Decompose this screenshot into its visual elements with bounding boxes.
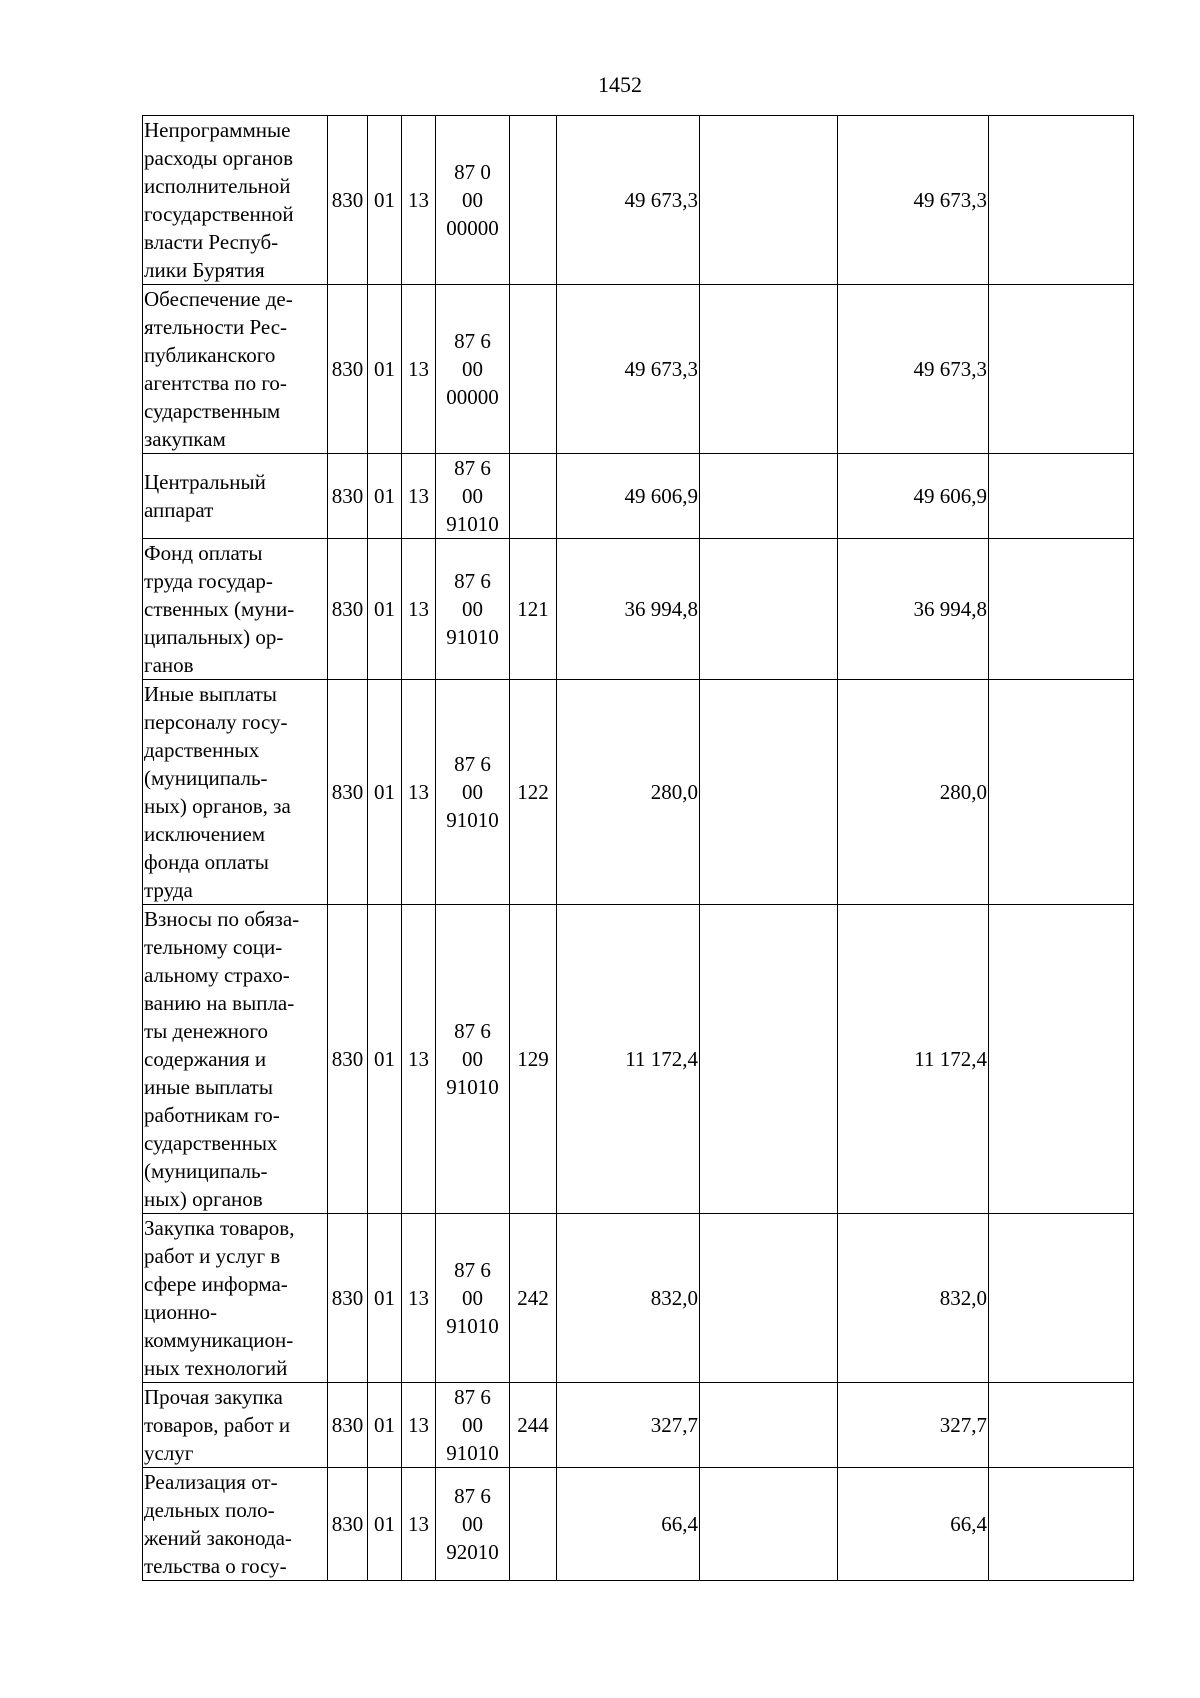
table-row (143, 905, 1134, 1214)
total-amount-cell: 327,7 (557, 1383, 700, 1468)
amount-cell-4 (989, 454, 1134, 539)
budget-table-body (143, 116, 1134, 1581)
text-line: 91010 (446, 808, 499, 832)
text-line: 00 (462, 597, 483, 621)
amount-cell-3: 49 606,9 (838, 454, 989, 539)
expense-type-cell: 122 (510, 680, 557, 905)
text-line: 00 (462, 188, 483, 212)
subsection-cell: 13 (402, 1468, 436, 1581)
amount-cell-3: 66,4 (838, 1468, 989, 1581)
amount-cell-2 (700, 454, 838, 539)
expense-type-cell (510, 1468, 557, 1581)
text-line: 91010 (446, 625, 499, 649)
text-line: Обеспечение де- (144, 287, 293, 311)
text-line: ных) органов (144, 1187, 263, 1211)
admin-code-cell: 830 (328, 1468, 368, 1581)
table-row (143, 1214, 1134, 1383)
text-line: 92010 (446, 1540, 499, 1564)
text-line: 00 (462, 1413, 483, 1437)
amount-cell-4 (989, 539, 1134, 680)
text-line: сфере информа- (144, 1272, 288, 1296)
target-article-cell (436, 1383, 510, 1468)
amount-cell-2 (700, 285, 838, 454)
expense-type-cell: 244 (510, 1383, 557, 1468)
amount-cell-2 (700, 116, 838, 285)
text-line: ванию на выпла- (144, 991, 295, 1015)
text-line: 91010 (446, 1441, 499, 1465)
admin-code-cell: 830 (328, 1214, 368, 1383)
table-row (143, 680, 1134, 905)
text-line: агентства по го- (144, 371, 287, 395)
admin-code-cell: 830 (328, 680, 368, 905)
text-line: 00000 (446, 216, 499, 240)
table-row (143, 1468, 1134, 1581)
text-line: 87 6 (454, 329, 491, 353)
amount-cell-4 (989, 116, 1134, 285)
amount-cell-2 (700, 539, 838, 680)
admin-code-cell: 830 (328, 539, 368, 680)
amount-cell-2 (700, 1214, 838, 1383)
admin-code-cell: 830 (328, 1383, 368, 1468)
amount-cell-2 (700, 905, 838, 1214)
text-line: ятельности Рес- (144, 315, 288, 339)
text-line: Закупка товаров, (144, 1216, 295, 1240)
text-line: Иные выплаты (144, 682, 277, 706)
text-line: Реализация от- (144, 1470, 278, 1494)
amount-cell-4 (989, 285, 1134, 454)
text-line: закупкам (144, 427, 226, 451)
row-name-cell (143, 1468, 328, 1581)
section-cell: 01 (368, 1214, 402, 1383)
total-amount-cell: 49 673,3 (557, 116, 700, 285)
text-line: Прочая закупка (144, 1385, 283, 1409)
text-line: дарственных (144, 738, 260, 762)
amount-cell-3: 11 172,4 (838, 905, 989, 1214)
text-line: ципальных) ор- (144, 625, 284, 649)
amount-cell-2 (700, 1468, 838, 1581)
section-cell: 01 (368, 905, 402, 1214)
section-cell: 01 (368, 1468, 402, 1581)
subsection-cell: 13 (402, 539, 436, 680)
text-line: Непрограммные (144, 118, 291, 142)
text-line: тельства о госу- (144, 1554, 287, 1578)
amount-cell-4 (989, 1214, 1134, 1383)
text-line: сударственных (144, 1131, 278, 1155)
row-name-cell (143, 905, 328, 1214)
text-line: 00 (462, 1512, 483, 1536)
subsection-cell: 13 (402, 1383, 436, 1468)
row-name-cell (143, 1214, 328, 1383)
text-line: аппарат (144, 498, 214, 522)
text-line: власти Респуб- (144, 230, 279, 254)
expense-type-cell: 242 (510, 1214, 557, 1383)
text-line: ты денежного (144, 1019, 268, 1043)
text-line: 87 6 (454, 752, 491, 776)
text-line: Центральный (144, 470, 266, 494)
text-line: 00 (462, 1047, 483, 1071)
text-line: 87 6 (454, 1019, 491, 1043)
text-line: труда государ- (144, 569, 273, 593)
amount-cell-3: 49 673,3 (838, 116, 989, 285)
amount-cell-4 (989, 680, 1134, 905)
admin-code-cell: 830 (328, 905, 368, 1214)
amount-cell-3: 280,0 (838, 680, 989, 905)
text-line: Фонд оплаты (144, 541, 263, 565)
text-line: ганов (144, 653, 194, 677)
text-line: Взносы по обяза- (144, 907, 300, 931)
row-name-cell (143, 539, 328, 680)
amount-cell-4 (989, 905, 1134, 1214)
target-article-cell (436, 1214, 510, 1383)
target-article-cell (436, 116, 510, 285)
text-line: персоналу госу- (144, 710, 288, 734)
total-amount-cell: 66,4 (557, 1468, 700, 1581)
text-line: исключением (144, 822, 266, 846)
section-cell: 01 (368, 539, 402, 680)
text-line: 87 6 (454, 1484, 491, 1508)
expense-type-cell (510, 285, 557, 454)
subsection-cell: 13 (402, 680, 436, 905)
section-cell: 01 (368, 285, 402, 454)
admin-code-cell: 830 (328, 454, 368, 539)
text-line: иные выплаты (144, 1075, 273, 1099)
text-line: 87 6 (454, 456, 491, 480)
subsection-cell: 13 (402, 116, 436, 285)
text-line: лики Бурятия (144, 258, 265, 282)
subsection-cell: 13 (402, 1214, 436, 1383)
text-line: 87 6 (454, 1385, 491, 1409)
row-name-cell (143, 285, 328, 454)
target-article-cell (436, 285, 510, 454)
table-row (143, 454, 1134, 539)
amount-cell-2 (700, 680, 838, 905)
row-name-cell (143, 1383, 328, 1468)
section-cell: 01 (368, 116, 402, 285)
text-line: коммуникацион- (144, 1328, 294, 1352)
section-cell: 01 (368, 1383, 402, 1468)
target-article-cell (436, 454, 510, 539)
text-line: труда (144, 878, 193, 902)
amount-cell-3: 832,0 (838, 1214, 989, 1383)
text-line: ных технологий (144, 1356, 288, 1380)
amount-cell-4 (989, 1468, 1134, 1581)
text-line: 00 (462, 484, 483, 508)
target-article-cell (436, 539, 510, 680)
expense-type-cell: 121 (510, 539, 557, 680)
subsection-cell: 13 (402, 905, 436, 1214)
text-line: работникам го- (144, 1103, 280, 1127)
text-line: дельных поло- (144, 1498, 275, 1522)
text-line: государственной (144, 202, 294, 226)
text-line: услуг (144, 1441, 194, 1465)
subsection-cell: 13 (402, 454, 436, 539)
amount-cell-3: 36 994,8 (838, 539, 989, 680)
target-article-cell (436, 1468, 510, 1581)
text-line: 91010 (446, 512, 499, 536)
table-row (143, 116, 1134, 285)
text-line: 91010 (446, 1314, 499, 1338)
text-line: ных) органов, за (144, 794, 291, 818)
section-cell: 01 (368, 680, 402, 905)
total-amount-cell: 280,0 (557, 680, 700, 905)
table-row (143, 285, 1134, 454)
text-line: альному страхо- (144, 963, 290, 987)
text-line: тельному соци- (144, 935, 283, 959)
row-name-cell (143, 680, 328, 905)
text-line: расходы органов (144, 146, 294, 170)
text-line: содержания и (144, 1047, 267, 1071)
section-cell: 01 (368, 454, 402, 539)
table-row (143, 539, 1134, 680)
row-name-cell (143, 454, 328, 539)
text-line: товаров, работ и (144, 1413, 291, 1437)
text-line: 00000 (446, 385, 499, 409)
amount-cell-3: 327,7 (838, 1383, 989, 1468)
text-line: работ и услуг в (144, 1244, 281, 1268)
text-line: (муниципаль- (144, 1159, 268, 1183)
expense-type-cell (510, 454, 557, 539)
text-line: 00 (462, 780, 483, 804)
page-number: 1452 (598, 72, 642, 97)
text-line: жений законода- (144, 1526, 292, 1550)
admin-code-cell: 830 (328, 285, 368, 454)
text-line: 87 6 (454, 569, 491, 593)
text-line: фонда оплаты (144, 850, 269, 874)
total-amount-cell: 832,0 (557, 1214, 700, 1383)
admin-code-cell: 830 (328, 116, 368, 285)
text-line: (муниципаль- (144, 766, 268, 790)
text-line: 87 0 (454, 160, 491, 184)
subsection-cell: 13 (402, 285, 436, 454)
target-article-cell (436, 680, 510, 905)
total-amount-cell: 49 673,3 (557, 285, 700, 454)
target-article-cell (436, 905, 510, 1214)
text-line: 91010 (446, 1075, 499, 1099)
expense-type-cell: 129 (510, 905, 557, 1214)
row-name-cell (143, 116, 328, 285)
total-amount-cell: 11 172,4 (557, 905, 700, 1214)
text-line: 00 (462, 357, 483, 381)
text-line: 00 (462, 1286, 483, 1310)
text-line: ственных (муни- (144, 597, 295, 621)
text-line: публиканского (144, 343, 276, 367)
amount-cell-3: 49 673,3 (838, 285, 989, 454)
total-amount-cell: 49 606,9 (557, 454, 700, 539)
budget-table (142, 115, 1134, 1581)
table-row (143, 1383, 1134, 1468)
total-amount-cell: 36 994,8 (557, 539, 700, 680)
text-line: 87 6 (454, 1258, 491, 1282)
amount-cell-4 (989, 1383, 1134, 1468)
amount-cell-2 (700, 1383, 838, 1468)
text-line: исполнительной (144, 174, 291, 198)
expense-type-cell (510, 116, 557, 285)
text-line: сударственным (144, 399, 281, 423)
text-line: ционно- (144, 1300, 217, 1324)
